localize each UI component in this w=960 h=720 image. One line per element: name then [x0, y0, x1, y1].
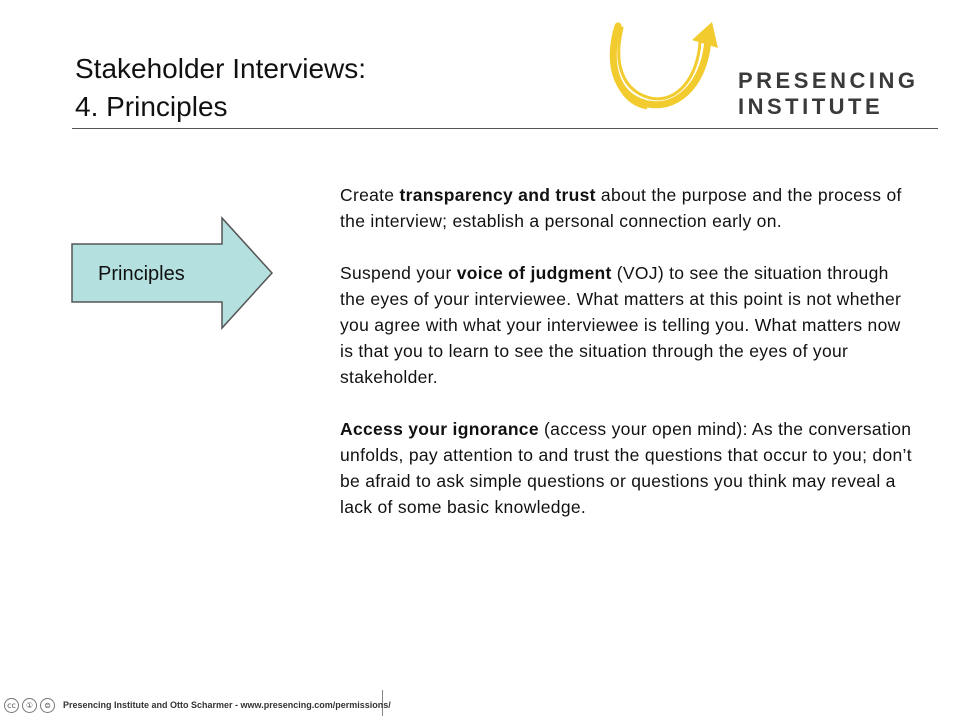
title-line-1: Stakeholder Interviews:	[75, 53, 367, 84]
logo-line-1: PRESENCING	[738, 68, 919, 93]
principles-text	[340, 182, 915, 546]
paragraph-ignorance: Access your ignorance (access your open mind): As the conversation unfolds, pay attention to and trust the questions that occur to you; don’t be afraid to ask simple questions or questions you think may reveal a lack of some basic knowledge.	[340, 419, 912, 517]
logo-wordmark	[738, 68, 918, 120]
noderivs-icon: ⊜	[40, 698, 55, 713]
title-divider	[72, 128, 938, 129]
license-icons	[4, 698, 55, 713]
footer	[0, 694, 390, 716]
cc-icon: cc	[4, 698, 19, 713]
attribution-icon: ①	[22, 698, 37, 713]
paragraph-transparency: Create transparency and trust about the purpose and the process of the interview; establish a personal connection early on.	[340, 185, 902, 231]
title-line-2: 4. Principles	[75, 91, 228, 122]
footer-credit: Presencing Institute and Otto Scharmer - www.presencing.com/permissions/	[63, 700, 391, 710]
paragraph-voj: Suspend your voice of judgment (VOJ) to see the situation through the eyes of your interviewee. What matters at this point is not whether you agree with what your interviewee is telling you. What matters now is that you to learn to see the situation through the eyes of your stakeholder.	[340, 263, 902, 387]
page-title	[75, 50, 366, 126]
arrow-label: Principles	[98, 263, 185, 285]
logo-line-2: INSTITUTE	[738, 94, 884, 119]
